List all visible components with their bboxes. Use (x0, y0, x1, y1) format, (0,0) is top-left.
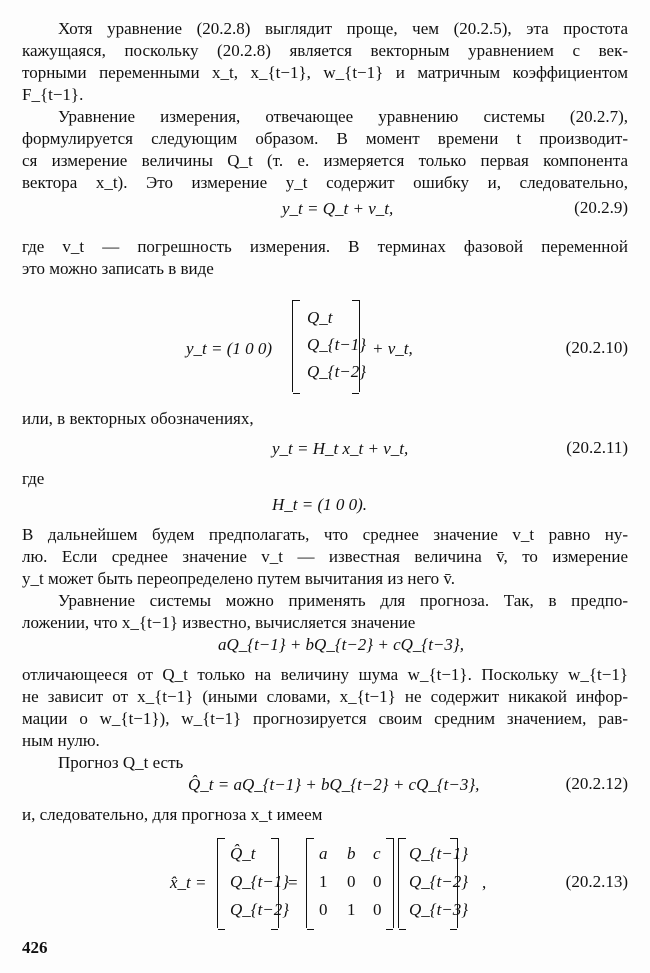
page-number: 426 (22, 938, 48, 957)
equals-sign: = (288, 873, 298, 892)
matrix-entry: 0 (319, 900, 328, 919)
matrix-entry: a (319, 844, 328, 863)
text-line: ложении, что x_{t−1} известно, вычисляется значение (22, 613, 416, 632)
vector-entry: Q_{t−1} (307, 335, 367, 354)
text-line: F_{t−1}. (22, 85, 84, 104)
equation-number: (20.2.12) (565, 774, 628, 793)
equation: y_t = Q_t + v_t, (282, 199, 394, 218)
matrix-entry: c (373, 844, 381, 863)
text-line: кажущаяся, поскольку (20.2.8) является векторным уравнением с век- (22, 41, 628, 60)
text-line: Уравнение измерения, отвечающее уравнению системы (20.2.7), (58, 107, 628, 126)
vector-entry: Q̂_t (230, 844, 256, 863)
vector-entry: Q_{t−2} (409, 872, 469, 891)
text-line: формулируется следующим образом. В момент времени t производит- (22, 129, 628, 148)
equation-number: (20.2.11) (566, 438, 628, 457)
text-line: лю. Если среднее значение v_t — известная величина v̄, то измерение (22, 547, 628, 566)
column-vector (292, 300, 367, 392)
coefficient-matrix (306, 838, 394, 928)
column-vector (398, 838, 469, 928)
text-line: это можно записать в виде (22, 259, 214, 278)
text-line: мации о w_{t−1}), w_{t−1} прогнозируется своим средним значением, рав- (22, 709, 628, 728)
matrix-entry: 0 (373, 872, 382, 891)
equation: y_t = H_t x_t + v_t, (272, 439, 409, 458)
equation: H_t = (1 0 0). (272, 495, 368, 514)
matrix-entry: 1 (319, 872, 328, 891)
equation-number: (20.2.9) (574, 198, 628, 217)
matrix-entry: 0 (373, 900, 382, 919)
equation-rhs: + v_t, (372, 339, 413, 358)
vector-entry: Q_{t−2} (307, 362, 367, 381)
text-line: где v_t — погрешность измерения. В терминах фазовой переменной (22, 237, 628, 256)
text-line: не зависит от x_{t−1} (иными словами, x_{t−1} не содержит никакой инфор- (22, 687, 628, 706)
matrix-entry: 1 (347, 900, 356, 919)
matrix-entry: 0 (347, 872, 356, 891)
vector-entry: Q_t (307, 308, 333, 327)
equation-number: (20.2.10) (565, 338, 628, 357)
equation-lhs: x̂_t = (170, 873, 207, 892)
equation-comma: , (482, 873, 487, 892)
text-line: Хотя уравнение (20.2.8) выглядит проще, чем (20.2.5), эта простота (58, 19, 628, 38)
equation: Q̂_t = aQ_{t−1} + bQ_{t−2} + cQ_{t−3}, (188, 775, 480, 794)
column-vector (217, 838, 290, 928)
text-line: вектора x_t). Это измерение y_t содержит ошибку и, следовательно, (22, 173, 628, 192)
text-line: или, в векторных обозначениях, (22, 409, 254, 428)
vector-entry: Q_{t−1} (409, 844, 469, 863)
text-line: ся измерение величины Q_t (т. е. измеряется только первая компонента (22, 151, 628, 170)
vector-entry: Q_{t−2} (230, 900, 290, 919)
text-line: и, следовательно, для прогноза x_t имеем (22, 805, 323, 824)
vector-entry: Q_{t−3} (409, 900, 469, 919)
text-line: торными переменными x_t, x_{t−1}, w_{t−1} и матричным коэффициентом (22, 63, 628, 82)
text-line: ным нулю. (22, 731, 100, 750)
text-line: y_t может быть переопределено путем вычитания из него v̄. (22, 569, 456, 588)
equation-lhs: y_t = (1 0 0) (186, 339, 273, 358)
text-line: Уравнение системы можно применять для прогноза. Так, в предпо- (58, 591, 628, 610)
text-line: отличающееся от Q_t только на величину шума w_{t−1}. Поскольку w_{t−1} (22, 665, 628, 684)
vector-entry: Q_{t−1} (230, 872, 290, 891)
equation: aQ_{t−1} + bQ_{t−2} + cQ_{t−3}, (218, 635, 464, 654)
text-line: В дальнейшем будем предполагать, что среднее значение v_t равно ну- (22, 525, 628, 544)
equation-number: (20.2.13) (565, 872, 628, 891)
text-line: где (22, 469, 45, 488)
text-line: Прогноз Q_t есть (58, 753, 184, 772)
matrix-entry: b (347, 844, 356, 863)
